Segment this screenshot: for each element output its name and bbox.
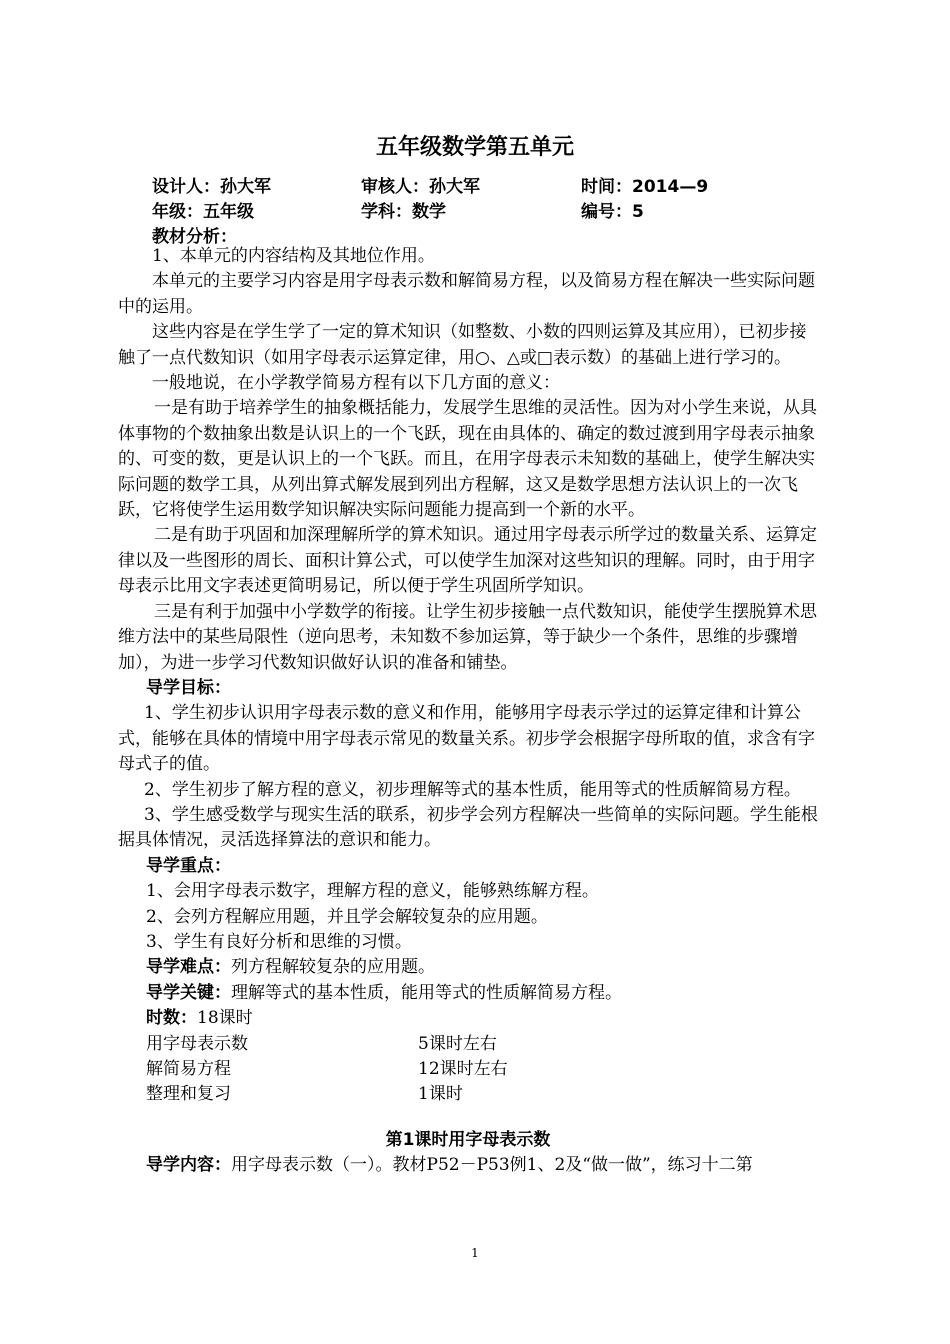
hours-line xyxy=(118,1006,818,1031)
document-title: 五年级数学第五单元 xyxy=(375,135,574,160)
paragraph-structure: 1、本单元的内容结构及其地位作用。 xyxy=(152,246,435,266)
paragraph-significance-intro: 一般地说，在小学教学简易方程有以下几方面的意义： xyxy=(152,373,560,394)
content-line xyxy=(118,1153,818,1178)
content-text: 用字母表示数（一）。教材P52－P53例1、2及“做一做”，练习十二第 xyxy=(231,1155,753,1176)
goals-heading: 导学目标： xyxy=(146,677,231,698)
schedule-hours: 12课时左右 xyxy=(418,1059,508,1079)
paragraph-significance-one: 一是有助于培养学生的抽象概括能力，发展学生思维的灵活性。因为对小学生来说，从具体事物的个数抽象出数是认识上的一个飞跃，现在由具体的、确定的数过渡到用字母表示抽象的、可变的数，更是认识上的一个飞跃。而且，在用字母表示未知数的基础上，使学生解决实际问题的数学工具，从列出算式解发展到列出方程解，这又是数学思想方法认识上的一次飞跃，它将使学生运用数学知识解决实际问题能力提高到一个新的水平。 xyxy=(118,398,817,521)
meta-time: 时间：2014—9 xyxy=(581,177,709,197)
content-label: 导学内容： xyxy=(146,1155,231,1176)
paragraph-main-content: 本单元的主要学习内容是用字母表示数和解简易方程，以及简易方程在解决一些实际问题中的运用。 xyxy=(118,271,815,317)
difficulty-label: 导学难点： xyxy=(146,957,231,978)
paragraph-prerequisites: 这些内容是在学生学了一定的算术知识（如整数、小数的四则运算及其应用），已初步接触了一点代数知识（如用字母表示运算定律，用○、△或□表示数）的基础上进行学习的。 xyxy=(118,322,807,368)
focus-one: 1、会用字母表示数字，理解方程的意义，能够熟练解方程。 xyxy=(146,881,599,902)
difficulty-text: 列方程解较复杂的应用题。 xyxy=(231,957,435,978)
schedule-row xyxy=(118,1057,818,1082)
meta-number: 编号：5 xyxy=(581,202,644,222)
focus-two: 2、会列方程解应用题，并且学会解较复杂的应用题。 xyxy=(146,906,548,927)
meta-reviewer: 审核人：孙大军 xyxy=(361,177,480,197)
lesson-title: 第1课时用字母表示数 xyxy=(385,1129,551,1150)
meta-grade: 年级：五年级 xyxy=(152,202,254,222)
hours-text: 18课时 xyxy=(197,1008,253,1029)
goal-two: 2、学生初步了解方程的意义，初步理解等式的基本性质，能用等式的性质解简易方程。 xyxy=(144,779,801,800)
goal-one: 1、学生初步认识用字母表示数的意义和作用，能够用字母表示学过的运算定律和计算公式，能够在具体的情境中用字母表示常见的数量关系。初步学会根据字母所取的值，求含有字母式子的值。 xyxy=(118,703,815,775)
meta-designer: 设计人：孙大军 xyxy=(152,177,271,197)
schedule-name: 解简易方程 xyxy=(146,1059,231,1079)
schedule-row xyxy=(118,1082,818,1107)
paragraph-significance-two: 二是有助于巩固和加深理解所学的算术知识。通过用字母表示所学过的数量关系、运算定律以及一些图形的周长、面积计算公式，可以使学生加深对这些知识的理解。同时，由于用字母表示比用文字表述更简明易记，所以便于学生巩固所学知识。 xyxy=(118,525,817,597)
schedule-hours: 1课时 xyxy=(418,1084,463,1105)
page-number: 1 xyxy=(471,1246,479,1260)
analysis-heading: 教材分析： xyxy=(152,227,237,247)
key-text: 理解等式的基本性质，能用等式的性质解简易方程。 xyxy=(231,982,622,1003)
paragraph-significance-three: 三是有利于加强中小学数学的衔接。让学生初步接触一点代数知识，能使学生摆脱算术思维方法中的某些局限性（逆向思考，未知数不参加运算，等于缺少一个条件，思维的步骤增加），为进一步学习代数知识做好认识的准备和铺垫。 xyxy=(118,601,817,673)
key-line xyxy=(118,981,818,1006)
focus-heading: 导学重点： xyxy=(146,855,231,876)
schedule-row xyxy=(118,1032,818,1057)
difficulty-line xyxy=(118,955,818,980)
schedule-name: 整理和复习 xyxy=(146,1084,231,1105)
meta-subject: 学科：数学 xyxy=(361,202,446,222)
key-label: 导学关键： xyxy=(146,982,231,1003)
schedule-hours: 5课时左右 xyxy=(418,1033,497,1054)
focus-three: 3、学生有良好分析和思维的习惯。 xyxy=(146,931,412,952)
document-body xyxy=(118,244,818,1179)
goal-three: 3、学生感受数学与现实生活的联系，初步学会列方程解决一些简单的实际问题。学生能根据具体情况，灵活选择算法的意识和能力。 xyxy=(118,804,818,851)
hours-label: 时数： xyxy=(146,1008,197,1029)
schedule-name: 用字母表示数 xyxy=(146,1033,248,1054)
